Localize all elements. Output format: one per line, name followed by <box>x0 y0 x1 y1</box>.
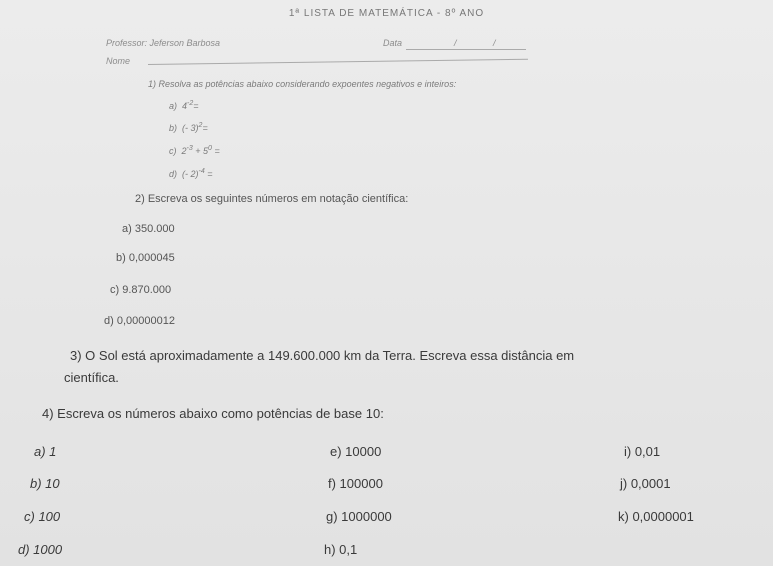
name-underline <box>148 59 528 65</box>
q4-item-h: h) 0,1 <box>324 542 358 557</box>
q4-item-b: b) 10 <box>30 476 60 491</box>
q1-prompt: 1) Resolva as potências abaixo considerando expoentes negativos e inteiros: <box>148 79 457 89</box>
q4-prompt: 4) Escreva os números abaixo como potências de base 10: <box>42 406 384 421</box>
q2-item-a: a) 350.000 <box>122 223 175 235</box>
q2-item-c: c) 9.870.000 <box>110 284 172 296</box>
q3-line-2: científica. <box>64 370 119 385</box>
q4-item-d: d) 1000 <box>18 542 63 557</box>
q4-item-j: j) 0,0001 <box>620 476 671 491</box>
q1-item-d: d) (- 2)$^{-4}$ = <box>169 168 213 179</box>
q3-line-1: 3) O Sol está aproximadamente a 149.600.000 km da Terra. Escreva essa distância em <box>70 348 575 363</box>
worksheet-title: 1ª LISTA DE MATEMÁTICA - 8º ANO <box>288 8 485 19</box>
name-label: Nome <box>106 56 131 66</box>
q4-item-e: e) 10000 <box>330 444 382 459</box>
q2-item-b: b) 0,000045 <box>116 252 175 264</box>
q4-item-f: f) 100000 <box>328 476 383 491</box>
q4-item-i: i) 0,01 <box>624 444 661 459</box>
date-label: Data <box>383 38 403 48</box>
date-slash-2: / <box>493 38 496 48</box>
q1-item-b: b) (- 3)$^2$= <box>169 122 208 133</box>
q2-item-d: d) 0,00000012 <box>104 315 175 327</box>
professor-label: Professor: Jeferson Barbosa <box>106 38 221 48</box>
q4-item-c: c) 100 <box>24 509 61 524</box>
q2-prompt: 2) Escreva os seguintes números em notação científica: <box>135 193 409 205</box>
date-slash-1: / <box>454 38 457 48</box>
q4-item-g: g) 1000000 <box>326 509 392 524</box>
date-underline <box>406 49 526 50</box>
q1-item-c: c) $2^{-3} + 5^0$ = <box>169 145 220 156</box>
q4-item-k: k) 0,0000001 <box>618 509 694 524</box>
q4-item-a: a) 1 <box>34 444 57 459</box>
q1-item-a: a) $4^{-2}=$ <box>169 100 199 111</box>
